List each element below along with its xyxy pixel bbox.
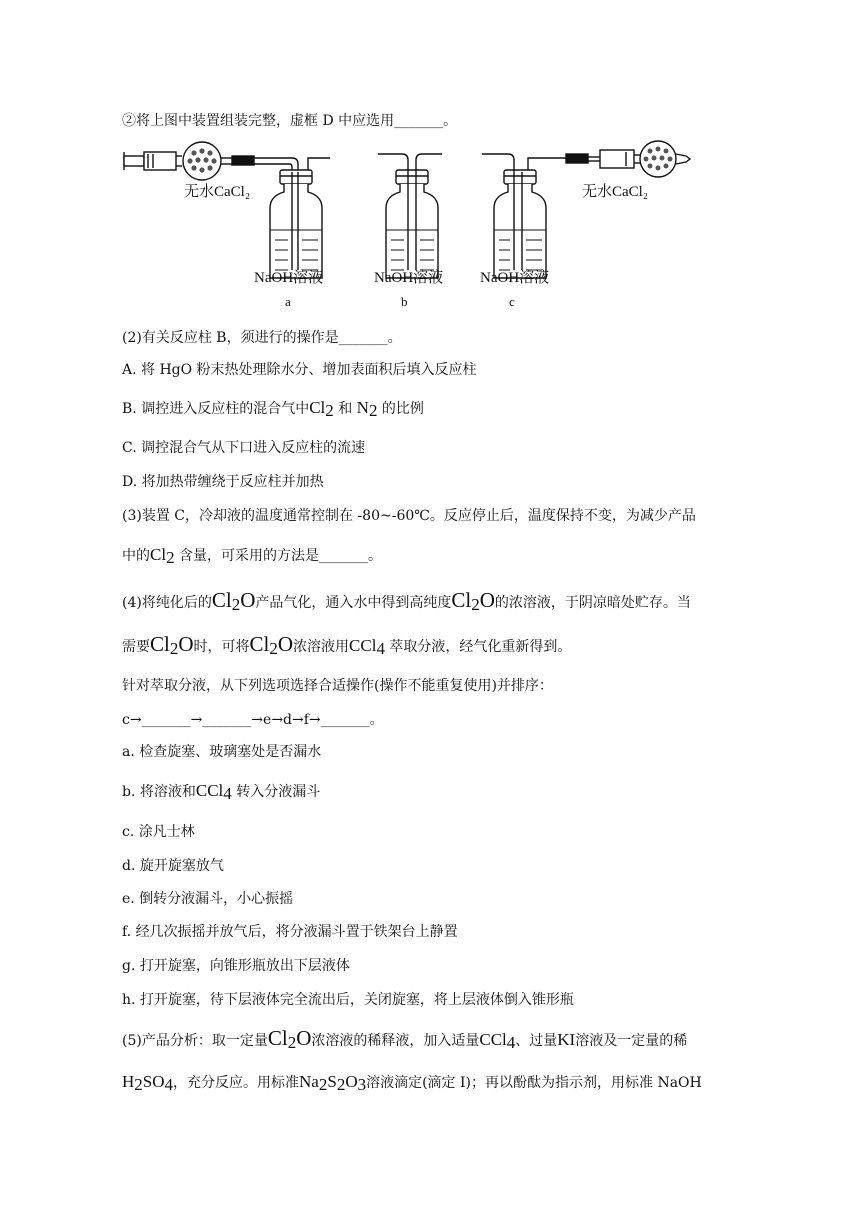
question-4-instruction: 针对萃取分液，从下列选项选择合适操作(操作不能重复使用)并排序： <box>122 678 553 694</box>
bottle-b-label: NaOH溶液 <box>374 270 444 286</box>
question-4-line1: (4)将纯化后的$Cl_2O$产品气化，通入水中得到高纯度$Cl_2O$的浓溶液，于阴凉暗处贮存。当 <box>122 588 691 614</box>
question-5-line2: $H_2SO_4$，充分反应。用标准$Na_2S_2O_3$溶液滴定(滴定 I)；再以酚酞为指示剂，用标准 NaOH <box>122 1072 702 1094</box>
answer-blank[interactable]: _______ <box>338 330 388 346</box>
apparatus-figure <box>120 140 700 318</box>
question-4-line2: 需要$Cl_2O$时，可将$Cl_2O$浓溶液用CCl$_4$ 萃取分液，经气化重新得到。 <box>122 632 572 658</box>
wash-bottle-a <box>270 158 330 278</box>
question-d-text: ②将上图中装置组装完整，虚框 D 中应选用 <box>122 113 395 129</box>
right-tube-label: 无水CaCl₂ <box>582 184 649 200</box>
question-4-sequence[interactable]: c→_______→_______→e→d→f→_______。 <box>122 712 384 728</box>
option-A: A. 将 HgO 粉末热处理除水分、增加表面积后填入反应柱 <box>122 362 477 378</box>
option-C: C. 调控混合气从下口进入反应柱的流速 <box>122 440 366 456</box>
question-3-line2: 中的$Cl_2$ 含量，可采用的方法是_______。 <box>122 545 383 567</box>
drying-tube-left <box>124 142 298 180</box>
step-a: a. 检查旋塞、玻璃塞处是否漏水 <box>122 744 322 760</box>
step-h: h. 打开旋塞，待下层液体完全流出后，关闭旋塞，将上层液体倒入锥形瓶 <box>122 992 574 1008</box>
bottle-a-label: NaOH溶液 <box>254 270 324 286</box>
question-5-line1: (5)产品分析：取一定量$Cl_2O$浓溶液的稀释液，加入适量CCl$_4$、过量KI溶液及一定量的稀 <box>122 1026 688 1052</box>
drying-tube-right <box>546 141 690 177</box>
question-3-line1: (3)装置 C，冷却液的温度通常控制在 -80~-60℃。反应停止后，温度保持不变，为减少产品 <box>122 508 696 524</box>
step-d: d. 旋开旋塞放气 <box>122 858 224 874</box>
option-B: B. 调控进入反应柱的混合气中$Cl_2$ 和 $N_2$ 的比例 <box>122 398 424 420</box>
left-tube-label: 无水CaCl₂ <box>184 184 251 200</box>
question-2: (2)有关反应柱 B，须进行的操作是_______。 <box>122 330 402 346</box>
step-e: e. 倒转分液漏斗，小心振摇 <box>122 891 294 907</box>
step-g: g. 打开旋塞，向锥形瓶放出下层液体 <box>122 958 350 974</box>
option-a-tag: a <box>285 294 291 309</box>
option-b-tag: b <box>401 294 408 309</box>
step-b: b. 将溶液和CCl$_4$ 转入分液漏斗 <box>122 781 321 803</box>
answer-blank[interactable]: _______ <box>394 113 444 129</box>
bottle-c-label: NaOH溶液 <box>480 270 550 286</box>
option-D: D. 将加热带缠绕于反应柱并加热 <box>122 474 324 490</box>
option-c-tag: c <box>509 294 515 309</box>
answer-blank[interactable]: _______ <box>319 548 369 564</box>
question-d-line: ②将上图中装置组装完整，虚框 D 中应选用_______。 <box>122 113 458 129</box>
step-f: f. 经几次振摇并放气后，将分液漏斗置于铁架台上静置 <box>122 924 458 940</box>
wash-bottle-b <box>378 154 442 278</box>
wash-bottle-c <box>482 154 546 278</box>
step-c: c. 涂凡士林 <box>122 824 195 840</box>
